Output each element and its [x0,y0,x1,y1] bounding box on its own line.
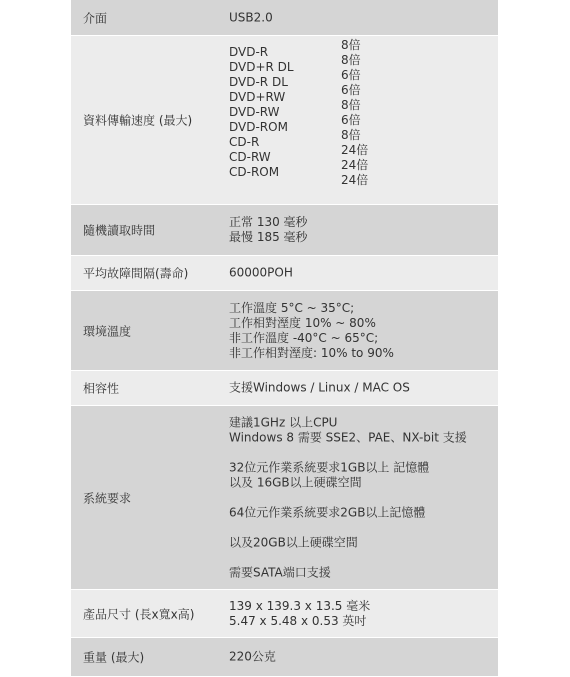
environment-line: 非工作相對溼度: 10% to 90% [229,345,394,360]
line-gap [229,445,467,460]
media-type-list [229,45,341,195]
speed-value: 8倍 [341,53,361,67]
spec-value-mtbf: 60000POH [229,265,293,280]
system-requirement-line: 建議1GHz 以上CPU [229,415,338,429]
spec-row-environment [71,291,498,371]
line-gap [229,490,467,505]
media-type: DVD-R [229,45,269,59]
spec-value-interface: USB2.0 [229,10,273,24]
spec-row-speed [71,36,498,205]
spec-row-dimensions [71,590,498,638]
spec-row-mtbf [71,256,498,291]
access-time-line: 正常 130 毫秒 [229,215,308,229]
media-type: CD-RW [229,150,271,164]
media-type: DVD-R DL [229,75,288,89]
speed-value: 6倍 [341,68,361,82]
system-requirement-line: 需要SATA端口支援 [229,565,331,579]
spec-label-access-time: 隨機讀取時間 [83,223,156,238]
spec-label-dimensions: 產品尺寸 (長x寬x高) [83,607,195,621]
speed-list [341,38,401,195]
speed-value: 6倍 [341,113,361,127]
speed-value: 24倍 [341,143,369,157]
spec-row-compatibility [71,371,498,406]
spec-label-mtbf: 平均故障間隔(壽命) [83,266,189,281]
spec-label-interface: 介面 [83,11,108,25]
system-requirement-line: 64位元作業系統要求2GB以上記憶體 [229,505,426,519]
media-type: CD-ROM [229,165,280,179]
spec-row-interface [71,0,498,36]
speed-table [229,38,401,195]
system-requirement-line: Windows 8 需要 SSE2、PAE、NX-bit 支援 [229,430,467,444]
spec-label-speed: 資料傳輸速度 (最大) [83,113,193,128]
media-type: CD-R [229,135,260,149]
media-type: DVD+R DL [229,60,294,74]
spec-label-compatibility: 相容性 [83,381,120,396]
line-gap [229,550,467,565]
speed-value: 24倍 [341,173,369,187]
environment-line: 工作相對溼度 10% ~ 80% [229,315,376,330]
dimension-line: 5.47 x 5.48 x 0.53 英吋 [229,613,367,628]
environment-line: 工作溫度 5°C ~ 35°C; [229,300,355,315]
system-requirement-line: 以及 16GB以上硬碟空間 [229,475,362,489]
environment-line: 非工作溫度 -40°C ~ 65°C; [229,330,379,345]
media-type: DVD+RW [229,90,286,104]
spec-row-system-requirements [71,406,498,590]
dimension-line: 139 x 139.3 x 13.5 毫米 [229,598,371,613]
system-requirement-line: 32位元作業系統要求1GB以上 記憶體 [229,460,430,474]
spec-value-access-time [229,215,308,245]
spec-value-compatibility: 支援Windows / Linux / MAC OS [229,380,410,395]
spec-label-system-requirements: 系統要求 [83,491,132,505]
speed-value: 8倍 [341,128,361,142]
speed-value: 8倍 [341,98,361,112]
spec-value-weight: 220公克 [229,649,276,664]
spec-table [71,0,498,677]
spec-value-dimensions [229,599,370,629]
spec-label-environment: 環境溫度 [83,324,132,338]
spec-row-access-time [71,205,498,256]
spec-row-weight [71,638,498,677]
media-type: DVD-ROM [229,120,288,134]
spec-value-system-requirements [229,415,467,580]
line-gap [229,520,467,535]
speed-value: 8倍 [341,38,361,52]
system-requirement-line: 以及20GB以上硬碟空間 [229,535,358,549]
spec-label-weight: 重量 (最大) [83,650,145,665]
access-time-line: 最慢 185 毫秒 [229,230,308,244]
speed-value: 6倍 [341,83,361,97]
speed-value: 24倍 [341,158,369,172]
spec-value-environment [229,301,394,361]
media-type: DVD-RW [229,105,280,119]
